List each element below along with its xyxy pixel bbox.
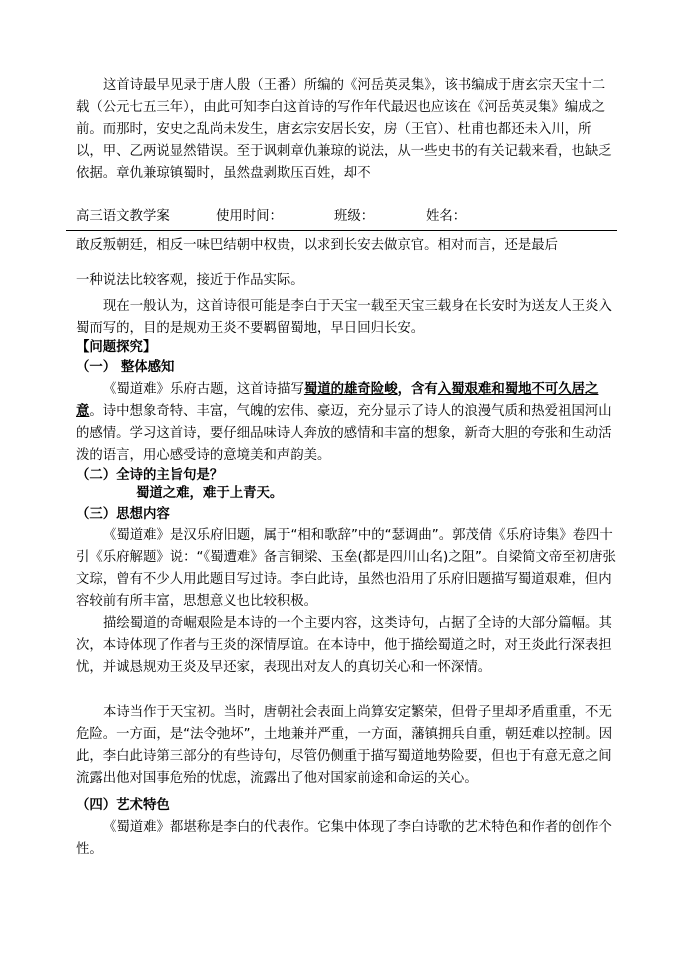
part1-text-a: 《蜀道难》乐府古题，这首诗描写 xyxy=(103,382,304,397)
class-label: 班级： xyxy=(334,209,375,224)
part2-answer: 蜀道之难，难于上青天。 xyxy=(136,486,284,501)
current-view-paragraph: 现在一般认为，这首诗很可能是李白于天宝一载至天宝三载身在长安时为送友人王炎入蜀而写的，目的是规劝王炎不要羁留蜀地，早日回归长安。 xyxy=(76,299,612,336)
part3-paragraph-1: 《蜀道难》是汉乐府旧题，属于“相和歌辞”中的“瑟调曲”。郭茂倩《乐府诗集》卷四十引《乐府解题》说：“《蜀遭难》备言铜梁、玉垒(都是四川山名)之阻”。自梁简文帝至初唐张文琮，曾有不少人用此题目写过诗。李白此诗，虽然也沿用了乐府旧题描写蜀道艰难，但内容较前有所丰富，思想意义也比较积极。 xyxy=(76,528,616,609)
intro-paragraph: 这首诗最早见录于唐人殷（王番）所编的《河岳英灵集》，该书编成于唐玄宗天宝十二载（公元七五三年），由此可知李白这首诗的写作年代最迟也应该在《河岳英灵集》编成之前。而那时，安史之乱尚未发生，唐玄宗安居长安，房（王官）、杜甫也都还未入川，所以，甲、乙两说显然错误。至于讽刺章仇兼琼的说法，从一些史书的有关记载来看，也缺乏依据。章仇兼琼镇蜀时，虽然盘剥欺压百姓，却不 xyxy=(76,78,612,181)
section-title: 【问题探究】 xyxy=(76,340,157,355)
header-divider xyxy=(66,230,617,231)
part4-paragraph-1: 《蜀道难》都堪称是李白的代表作。它集中体现了李白诗歌的艺术特色和作者的创作个性。 xyxy=(76,820,612,857)
continuation-line-1: 敢反叛朝廷，相反一味巴结朝中权贵，以求到长安去做京官。相对而言，还是最后 xyxy=(76,238,559,253)
part1-paragraph xyxy=(76,379,616,467)
continuation-line-2: 一种说法比较客观，接近于作品实际。 xyxy=(76,273,304,288)
part1-text-c: ，含有 xyxy=(397,382,438,397)
part3-heading: （三）思想内容 xyxy=(76,507,170,522)
part1-emphasis-b: 蜀道的雄奇险峻 xyxy=(303,382,398,397)
part1-heading: （一） 整体感知 xyxy=(76,360,175,375)
time-label: 使用时间： xyxy=(216,209,283,224)
part3-paragraph-2: 描绘蜀道的奇崛艰险是本诗的一个主要内容，这类诗句，占据了全诗的大部分篇幅。其次，本诗体现了作者与王炎的深情厚谊。在本诗中，他于描绘蜀道之时，对王炎此行深表担忧，并诚恳规劝王炎及早还家，表现出对友人的真切关心和一怀深情。 xyxy=(76,616,612,675)
part1-emphasis-d: 入蜀艰难和蜀地不可久居之意 xyxy=(76,382,599,419)
part3-paragraph-3: 本诗当作于天宝初。当时，唐朝社会表面上尚算安定繁荣，但骨子里却矛盾重重，不无危险。一方面，是“法令弛坏”，土地兼并严重，一方面，藩镇拥兵自重，朝廷难以控制。因此，李白此诗第三部分的有些诗句，尽管仍侧重于描写蜀道地势险要，但也于有意无意之间流露出他对国事危殆的忧虑，流露出了他对国家前途和命运的关心。 xyxy=(76,705,613,786)
part2-heading: （二）全诗的主旨句是？ xyxy=(76,468,224,483)
page-header xyxy=(76,207,616,227)
part4-heading: （四）艺术特色 xyxy=(76,798,170,813)
name-label: 姓名： xyxy=(426,209,467,224)
part1-text-e: 。诗中想象奇特、丰富，气魄的宏伟、豪迈，充分显示了诗人的浪漫气质和热爱祖国河山的感情。学习这首诗，要仔细品味诗人奔放的感情和丰富的想象，新奇大胆的夸张和生动活泼的语言，用心感受诗的意境美和声韵美。 xyxy=(76,404,612,463)
course-title: 高三语文教学案 xyxy=(76,209,170,224)
